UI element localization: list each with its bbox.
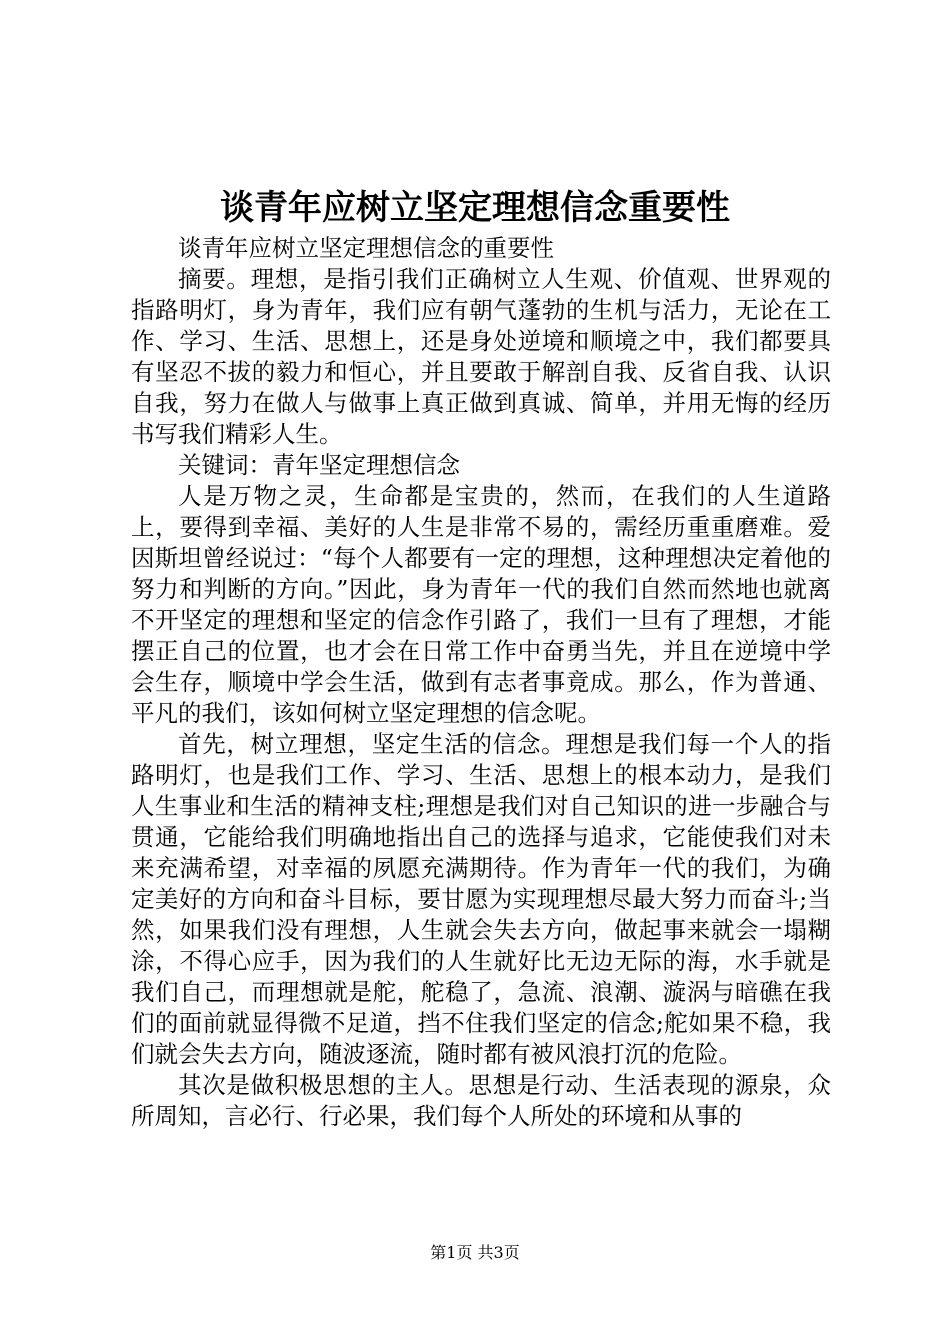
document-body — [131, 233, 831, 1132]
abstract-paragraph: 摘要。理想，是指引我们正确树立人生观、价值观、世界观的指路明灯，身为青年，我们应有朝气蓬勃的生机与活力，无论在工作、学习、生活、思想上，还是身处逆境和顺境之中，我们都要具有坚忍不拔的毅力和恒心，并且要敢于解剖自我、反省自我、认识自我，努力在做人与做事上真正做到真诚、简单，并用无悔的经历书写我们精彩人生。 — [131, 265, 831, 448]
body-paragraph-second-point: 其次是做积极思想的主人。思想是行动、生活表现的源泉，众所周知，言必行、行必果，我们每个人所处的环境和从事的 — [131, 1071, 831, 1130]
keywords-paragraph: 关键词：青年坚定理想信念 — [178, 451, 460, 479]
body-paragraph-first-point: 首先，树立理想，坚定生活的信念。理想是我们每一个人的指路明灯，也是我们工作、学习、生活、思想上的根本动力，是我们人生事业和生活的精神支柱;理想是我们对自己知识的进一步融合与贯通，它能给我们明确地指出自己的选择与追求，它能使我们对未来充满希望，对幸福的夙愿充满期待。作为青年一代的我们，为确定美好的方向和奋斗目标，要甘愿为实现理想尽最大努力而奋斗;当然，如果我们没有理想，人生就会失去方向，做起事来就会一塌糊涂，不得心应手，因为我们的人生就好比无边无际的海，水手就是我们自己，而理想就是舵，舵稳了，急流、浪潮、漩涡与暗礁在我们的面前就显得微不足道，挡不住我们坚定的信念;舵如果不稳，我们就会失去方向，随波逐流，随时都有被风浪打沉的危险。 — [131, 730, 831, 1068]
page-number-footer: 第1页 共3页 — [430, 1243, 520, 1262]
subtitle-paragraph: 谈青年应树立坚定理想信念的重要性 — [178, 234, 554, 262]
document-title: 谈青年应树立坚定理想信念重要性 — [220, 188, 730, 228]
body-paragraph-intro: 人是万物之灵，生命都是宝贵的，然而，在我们的人生道路上，要得到幸福、美好的人生是非常不易的，需经历重重磨难。爱因斯坦曾经说过：“每个人都要有一定的理想，这种理想决定着他的努力和判断的方向。”因此，身为青年一代的我们自然而然地也就离不开坚定的理想和坚定的信念作引路了，我们一旦有了理想，才能摆正自己的位置，也才会在日常工作中奋勇当先，并且在逆境中学会生存，顺境中学会生活，做到有志者事竟成。那么，作为普通、平凡的我们，该如何树立坚定理想的信念呢。 — [131, 482, 831, 727]
